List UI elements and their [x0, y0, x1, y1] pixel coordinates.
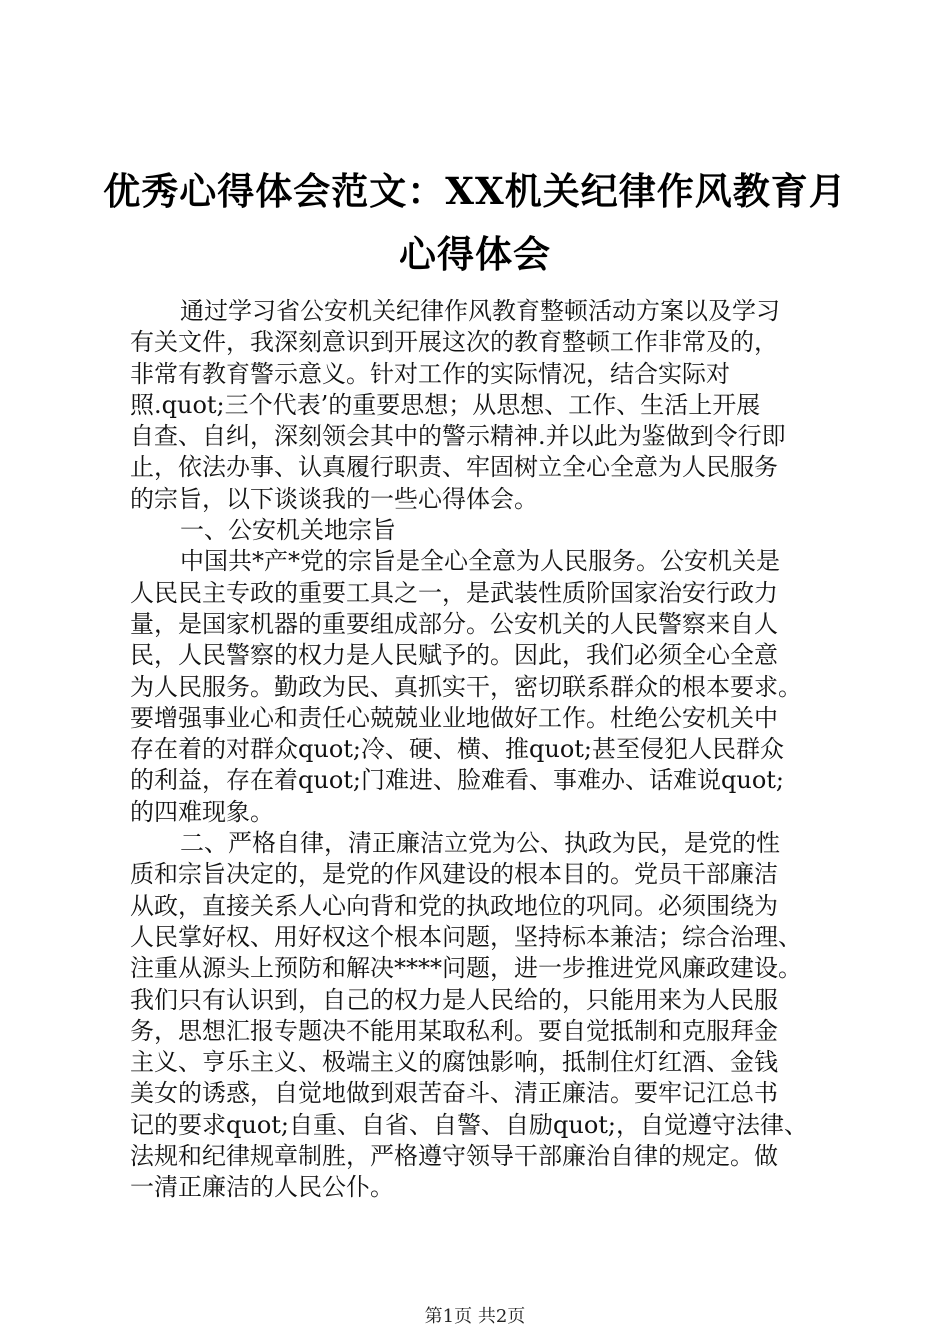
body-line: 的利益，存在着quot;门难进、脸难看、事难办、话难说quot; — [130, 766, 784, 795]
body-line: 主义、亨乐主义、极端主义的腐蚀影响，抵制住灯红酒、金钱 — [130, 1048, 778, 1077]
body-line: 通过学习省公安机关纪律作风教育整顿活动方案以及学习 — [180, 297, 780, 325]
body-line: 自查、自纠，深刻领会其中的警示精神.并以此为鉴做到令行即 — [130, 422, 786, 451]
body-line: 的宗旨，以下谈谈我的一些心得体会。 — [130, 484, 538, 513]
document-title — [80, 160, 870, 286]
body-line: 止，依法办事、认真履行职责、牢固树立全心全意为人民服务 — [130, 453, 778, 482]
body-line: 有关文件，我深刻意识到开展这次的教育整顿工作非常及的， — [130, 328, 778, 357]
body-line: 为人民服务。勤政为民、真抓实干，密切联系群众的根本要求。 — [130, 672, 802, 701]
body-line: 记的要求quot;自重、自省、自警、自励quot;，自觉遵守法律、 — [130, 1110, 808, 1139]
body-line: 人民民主专政的重要工具之一，是武装性质阶国家治安行政力 — [130, 578, 778, 607]
body-line: 质和宗旨决定的，是党的作风建设的根本目的。党员干部廉洁 — [130, 860, 778, 889]
body-line: 人民掌好权、用好权这个根本问题，坚持标本兼洁；综合治理、 — [130, 922, 802, 951]
body-line: 存在着的对群众quot;冷、硬、横、推quot;甚至侵犯人民群众 — [130, 735, 784, 764]
section-heading: 二、严格自律，清正廉洁立党为公、执政为民，是党的性 — [180, 829, 780, 858]
title-line-2: 心得体会 — [399, 232, 551, 276]
title-line-1: 优秀心得体会范文：XX机关纪律作风教育月 — [103, 169, 847, 213]
section-heading: 一、公安机关地宗旨 — [180, 516, 396, 545]
body-line: 美女的诱惑，自觉地做到艰苦奋斗、清正廉洁。要牢记江总书 — [130, 1079, 778, 1108]
body-line: 从政，直接关系人心向背和党的执政地位的巩同。必须围绕为 — [130, 891, 778, 920]
body-line: 要增强事业心和责任心兢兢业业地做好工作。杜绝公安机关中 — [130, 703, 778, 732]
body-line: 务，思想汇报专题决不能用某取私利。要自觉抵制和克服拜金 — [130, 1016, 778, 1045]
document-body — [130, 296, 830, 1204]
body-line: 法规和纪律规章制胜，严格遵守领导干部廉治自律的规定。做 — [130, 1142, 778, 1171]
page-number-footer: 第1页 共2页 — [424, 1306, 526, 1327]
body-line: 非常有教育警示意义。针对工作的实际情况，结合实际对 — [130, 359, 730, 388]
body-line: 的四难现象。 — [130, 797, 274, 826]
body-line: 照.quot;三个代表’的重要思想；从思想、工作、生活上开展 — [130, 390, 761, 419]
body-line: 中国共*产*党的宗旨是全心全意为人民服务。公安机关是 — [180, 547, 780, 576]
body-line: 民，人民警察的权力是人民赋予的。因此，我们必须全心全意 — [130, 641, 778, 670]
body-line: 一清正廉洁的人民公仆。 — [130, 1173, 394, 1202]
body-line: 我们只有认识到，自己的权力是人民给的，只能用来为人民服 — [130, 985, 778, 1014]
body-line: 量，是国家机器的重要组成部分。公安机关的人民警察来自人 — [130, 609, 778, 638]
body-line: 注重从源头上预防和解决****问题，进一步推进党风廉政建设。 — [130, 954, 802, 983]
